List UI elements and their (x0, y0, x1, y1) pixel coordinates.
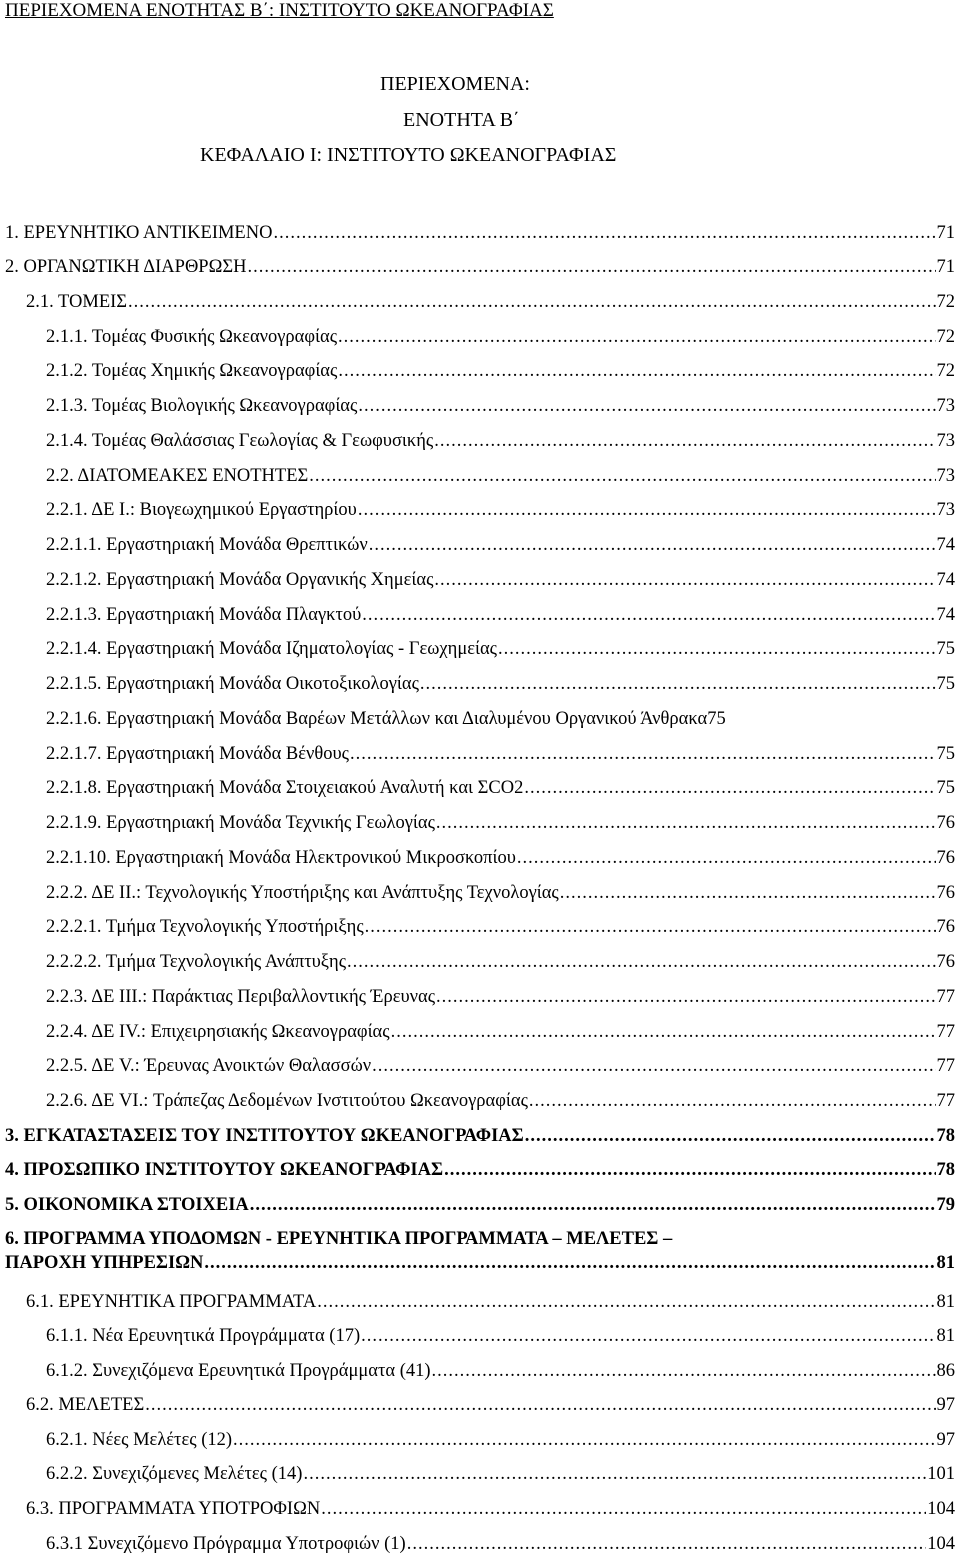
toc-entry[interactable] (5, 1158, 955, 1182)
toc-page-number: 77 (936, 1022, 955, 1042)
toc-entry-text: 2.2.3. ΔΕ ΙΙΙ.: Παράκτιας Περιβαλλοντικής Έρευνας (46, 987, 436, 1007)
dot-leader (362, 603, 935, 627)
toc-entry[interactable] (46, 603, 955, 627)
toc-entry-text: 2.2.1.6. Εργαστηριακή Μονάδα Βαρέων Μετάλλων και Διαλυμένου Οργανικού Άνθρακα (46, 709, 708, 729)
toc-page-number: 75 (936, 674, 955, 694)
toc-entry-text: 2. ΟΡΓΑΝΩΤΙΚΗ ΔΙΑΡΘΡΩΣΗ (5, 257, 247, 277)
toc-page-number: 71 (936, 223, 955, 243)
toc-entry[interactable] (5, 1227, 955, 1277)
toc-entry[interactable] (26, 290, 955, 314)
toc-entry[interactable] (46, 498, 955, 522)
toc-entry-text: 2.2.1.9. Εργαστηριακή Μονάδα Τεχνικής Γεωλογίας (46, 813, 435, 833)
toc-entry-text: 2.2.2.2. Τμήμα Τεχνολογικής Ανάπτυξης (46, 952, 347, 972)
toc-entry-text: 2.2.2. ΔΕ ΙΙ.: Τεχνολογικής Υποστήριξης και Ανάπτυξης Τεχνολογίας (46, 883, 559, 903)
toc-entry[interactable] (46, 742, 955, 766)
toc-entry-text: 2.2.1.4. Εργαστηριακή Μονάδα Ιζηματολογίας - Γεωχημείας (46, 639, 498, 659)
dot-leader (407, 1532, 927, 1556)
dot-leader (350, 742, 936, 766)
toc-page-number: 72 (936, 327, 955, 347)
toc-entry-text: 2.2.1.2. Εργαστηριακή Μονάδα Οργανικής Χημείας (46, 570, 434, 590)
toc-entry[interactable] (46, 1089, 955, 1113)
toc-entry-text: 2.2. ΔΙΑΤΟΜΕΑΚΕΣ ΕΝΟΤΗΤΕΣ (46, 466, 309, 486)
dot-leader (436, 811, 936, 835)
dot-leader (498, 637, 935, 661)
dot-leader (560, 881, 936, 905)
chapter-title: ΚΕΦΑΛΑΙΟ Ι: ΙΝΣΤΙΤΟΥΤΟ ΩΚΕΑΝΟΓΡΑΦΙΑΣ (200, 144, 617, 166)
dot-leader (365, 915, 936, 939)
toc-entry-text-line1: 6. ΠΡΟΓΡΑΜΜΑ ΥΠΟΔΟΜΩΝ - ΕΡΕΥΝΗΤΙΚΑ ΠΡΟΓΡΑΜΜΑΤΑ – ΜΕΛΕΤΕΣ – (5, 1229, 673, 1249)
toc-page-number: 101 (927, 1464, 955, 1484)
toc-entry[interactable] (46, 1359, 955, 1383)
dot-leader (250, 1193, 936, 1217)
toc-entry-text: 2.2.1.10. Εργαστηριακή Μονάδα Ηλεκτρονικού Μικροσκοπίου (46, 848, 516, 868)
toc-page-number: 74 (936, 570, 955, 590)
dot-leader (317, 1290, 935, 1314)
toc-entry[interactable] (46, 915, 955, 939)
toc-entry[interactable] (46, 533, 955, 557)
toc-entry-text: 6.3. ΠΡΟΓΡΑΜΜΑΤΑ ΥΠΟΤΡΟΦΙΩΝ (26, 1499, 321, 1519)
toc-page-number: 78 (936, 1160, 955, 1180)
toc-page-number: 77 (936, 1091, 955, 1111)
dot-leader (309, 464, 935, 488)
toc-entry[interactable] (46, 1462, 955, 1486)
dot-leader (517, 846, 936, 870)
dot-leader (347, 950, 935, 974)
dot-leader (372, 1054, 935, 1078)
toc-entry-text: 6.1.1. Νέα Ερευνητικά Προγράμματα (17) (46, 1326, 361, 1346)
dot-leader (128, 290, 935, 314)
toc-entry-text: 1. ΕΡΕΥΝΗΤΙΚΟ ΑΝΤΙΚΕΙΜΕΝΟ (5, 223, 273, 243)
toc-page-number: 73 (936, 466, 955, 486)
dot-leader (434, 568, 935, 592)
toc-entry-text: 2.1. ΤΟΜΕΙΣ (26, 292, 128, 312)
dot-leader (338, 325, 935, 349)
toc-page-number: 77 (936, 1056, 955, 1076)
dot-leader (145, 1393, 935, 1417)
dot-leader (391, 1020, 936, 1044)
dot-leader (204, 1251, 935, 1275)
toc-entry[interactable] (46, 811, 955, 835)
toc-entry-text: 6.1. ΕΡΕΥΝΗΤΙΚΑ ΠΡΟΓΡΑΜΜΑΤΑ (26, 1292, 317, 1312)
toc-page-number: 81 (936, 1326, 955, 1346)
toc-entry-text: 6.2.1. Νέες Μελέτες (12) (46, 1430, 233, 1450)
toc-entry[interactable] (26, 1497, 955, 1521)
dot-leader (303, 1462, 926, 1486)
toc-entry[interactable] (46, 464, 955, 488)
toc-entry-text: 3. ΕΓΚΑΤΑΣΤΑΣΕΙΣ ΤΟΥ ΙΝΣΤΙΤΟΥΤΟΥ ΩΚΕΑΝΟΓΡΑΦΙΑΣ (5, 1126, 524, 1146)
toc-page-number: 73 (936, 431, 955, 451)
dot-leader (369, 533, 936, 557)
dot-leader (358, 498, 936, 522)
dot-leader (361, 1324, 935, 1348)
dot-leader (233, 1428, 935, 1452)
toc-page-number: 76 (936, 813, 955, 833)
toc-entry-text: 2.2.2.1. Τμήμα Τεχνολογικής Υποστήριξης (46, 917, 364, 937)
toc-entry-text: 2.2.1.7. Εργαστηριακή Μονάδα Βένθους (46, 744, 349, 764)
dot-leader (525, 1124, 936, 1148)
dot-leader (358, 394, 935, 418)
toc-entry-text: 2.2.1.3. Εργαστηριακή Μονάδα Πλαγκτού (46, 605, 362, 625)
toc-page-number: 76 (936, 952, 955, 972)
dot-leader (444, 1158, 935, 1182)
toc-entry-text: 2.1.2. Τομέας Χημικής Ωκεανογραφίας (46, 361, 338, 381)
toc-entry[interactable] (46, 429, 955, 453)
toc-page-number: 75 (936, 639, 955, 659)
toc-entry[interactable] (46, 1054, 955, 1078)
toc-page-number: 81 (936, 1292, 955, 1312)
contents-title: ΠΕΡΙΕΧΟΜΕΝΑ: (380, 73, 530, 95)
unit-title: ΕΝΟΤΗΤΑ Β΄ (403, 109, 520, 131)
toc-page-number: 104 (927, 1534, 955, 1554)
toc-page-number: 73 (936, 396, 955, 416)
toc-entry-text: 2.2.1.8. Εργαστηριακή Μονάδα Στοιχειακού Αναλυτή και ΣCO2 (46, 778, 524, 798)
toc-page-number: 79 (936, 1195, 955, 1215)
dot-leader (247, 255, 935, 279)
toc-entry-text: 2.2.1. ΔΕ Ι.: Βιογεωχημικού Εργαστηρίου (46, 500, 357, 520)
toc-entry-text: 2.1.3. Τομέας Βιολογικής Ωκεανογραφίας (46, 396, 358, 416)
toc-entry[interactable] (46, 846, 955, 870)
toc-page-number: 71 (936, 257, 955, 277)
toc-entry-text: 2.2.1.5. Εργαστηριακή Μονάδα Οικοτοξικολογίας (46, 674, 419, 694)
dot-leader (524, 776, 935, 800)
toc-entry-text: 2.1.1. Τομέας Φυσικής Ωκεανογραφίας (46, 327, 338, 347)
toc-page-number: 75 (936, 744, 955, 764)
toc-entry[interactable] (46, 776, 955, 800)
toc-entry-text: 2.2.1.1. Εργαστηριακή Μονάδα Θρεπτικών (46, 535, 368, 555)
toc-entry[interactable] (46, 881, 955, 905)
toc-page-number: 76 (936, 848, 955, 868)
toc-entry[interactable] (46, 568, 955, 592)
toc-entry[interactable] (46, 672, 955, 696)
toc-entry[interactable] (46, 985, 955, 1009)
dot-leader (273, 221, 935, 245)
running-header: ΠΕΡΙΕΧΟΜΕΝΑ ΕΝΟΤΗΤΑΣ Β΄: ΙΝΣΤΙΤΟΥΤΟ ΩΚΕΑΝΟΓΡΑΦΙΑΣ (5, 0, 554, 21)
toc-page-number: 97 (936, 1430, 955, 1450)
toc-page-number: 97 (936, 1395, 955, 1415)
dot-leader (436, 985, 935, 1009)
toc-entry-text: 2.1.4. Τομέας Θαλάσσιας Γεωλογίας & Γεωφυσικής (46, 431, 434, 451)
toc-page-number: 81 (936, 1253, 955, 1273)
toc-entry[interactable] (5, 255, 955, 279)
toc-page-number: 76 (936, 883, 955, 903)
toc-entry[interactable] (46, 950, 955, 974)
dot-leader (434, 429, 935, 453)
toc-entry[interactable] (46, 1428, 955, 1452)
toc-page-number: 78 (936, 1126, 955, 1146)
toc-page-number: 104 (927, 1499, 955, 1519)
toc-entry[interactable] (46, 1532, 955, 1556)
toc-page-number: 72 (936, 292, 955, 312)
toc-entry-text: 4. ΠΡΟΣΩΠΙΚΟ ΙΝΣΤΙΤΟΥΤΟΥ ΩΚΕΑΝΟΓΡΑΦΙΑΣ (5, 1160, 444, 1180)
toc-entry[interactable] (5, 1193, 955, 1217)
toc-page-number: 77 (936, 987, 955, 1007)
toc-entry[interactable] (5, 1124, 955, 1148)
toc-entry[interactable] (26, 1290, 955, 1314)
toc-entry-text: 2.2.4. ΔΕ IV.: Επιχειρησιακής Ωκεανογραφίας (46, 1022, 390, 1042)
toc-entry[interactable] (46, 707, 955, 731)
dot-leader (432, 1359, 936, 1383)
dot-leader (420, 672, 936, 696)
toc-entry-text: 6.3.1 Συνεχιζόμενο Πρόγραμμα Υποτροφιών (1) (46, 1534, 406, 1554)
toc-entry-text: 6.1.2. Συνεχιζόμενα Ερευνητικά Προγράμματα (41) (46, 1361, 431, 1381)
toc-entry-text: 6.2.2. Συνεχιζόμενες Μελέτες (14) (46, 1464, 303, 1484)
toc-page-number: 72 (936, 361, 955, 381)
dot-leader (338, 359, 935, 383)
toc-entry[interactable] (46, 1020, 955, 1044)
toc-entry[interactable] (46, 1324, 955, 1348)
toc-page-number: 74 (936, 535, 955, 555)
toc-page-number: 86 (936, 1361, 955, 1381)
toc-entry-line2 (5, 1251, 955, 1275)
toc-entry[interactable] (46, 325, 955, 349)
toc-entry-text: 5. ΟΙΚΟΝΟΜΙΚΑ ΣΤΟΙΧΕΙΑ (5, 1195, 249, 1215)
toc-entry-text-line2: ΠΑΡΟΧΗ ΥΠΗΡΕΣΙΩΝ (5, 1253, 204, 1273)
dot-leader (321, 1497, 926, 1521)
toc-entry[interactable] (46, 394, 955, 418)
toc-page-number: 74 (936, 605, 955, 625)
dot-leader (529, 1089, 936, 1113)
toc-entry-text: 2.2.6. ΔΕ VI.: Τράπεζας Δεδομένων Ινστιτούτου Ωκεανογραφίας (46, 1091, 528, 1111)
toc-entry[interactable] (46, 359, 955, 383)
toc-entry[interactable] (26, 1393, 955, 1417)
toc-page-number: 76 (936, 917, 955, 937)
toc-entry[interactable] (46, 637, 955, 661)
toc-entry[interactable] (5, 221, 955, 245)
toc-entry-text: 2.2.5. ΔΕ V.: Έρευνας Ανοικτών Θαλασσών (46, 1056, 372, 1076)
toc-entry-text: 6.2. ΜΕΛΕΤΕΣ (26, 1395, 145, 1415)
toc-page-number: 73 (936, 500, 955, 520)
toc-page-number: 75 (936, 778, 955, 798)
toc-page-number: 75 (707, 709, 726, 729)
